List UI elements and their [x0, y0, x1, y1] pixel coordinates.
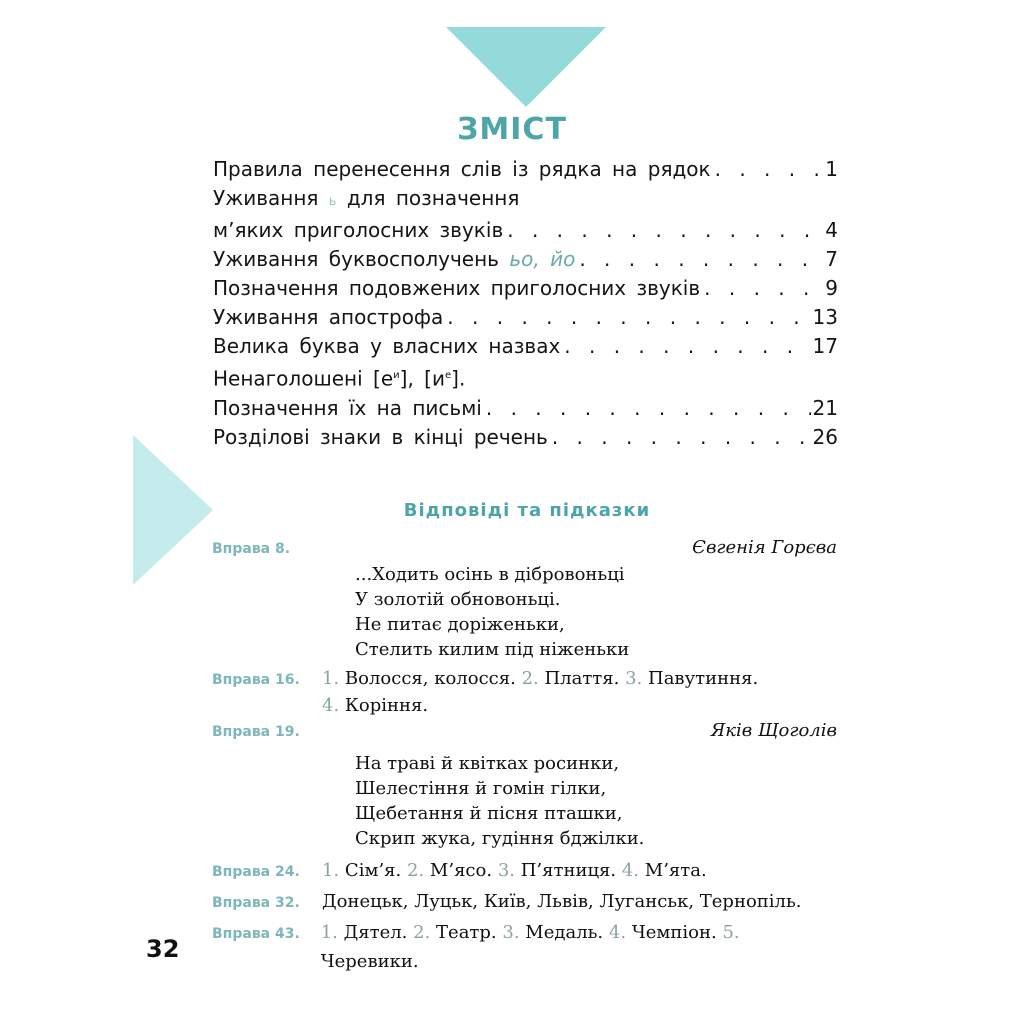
decorative-triangle-top: [446, 27, 606, 107]
toc-entry-label: [213, 361, 465, 394]
exercise-16-continued: [212, 693, 837, 718]
poem-line: Скрип жука, гудіння бджілки.: [355, 828, 645, 849]
toc-entry-label: [213, 184, 519, 216]
poem-line: На траві й квітках росинки,: [355, 753, 620, 774]
toc-entry-label: [213, 245, 575, 274]
toc-entry[interactable]: [213, 274, 838, 303]
toc-entry[interactable]: [213, 332, 838, 361]
toc-entry-page: 4: [825, 218, 838, 242]
toc-entry-label: Позначення подовжених приголосних звуків: [213, 276, 701, 300]
toc-entry-page: 21: [812, 395, 838, 420]
leader-dots: [564, 332, 810, 361]
toc-entry[interactable]: [213, 423, 838, 452]
leader-dots: [507, 216, 823, 245]
toc-entry-label-part: Ненаголошені [е: [213, 366, 394, 391]
item-number: 4.: [322, 695, 340, 716]
leader-dots: [486, 394, 811, 423]
item-text: П’ятниця.: [520, 860, 617, 881]
item-number: 3.: [497, 860, 515, 881]
item-text: М’ята.: [644, 860, 707, 881]
toc-entry-label-part: ], [и: [399, 366, 445, 391]
table-of-contents: [213, 155, 838, 452]
item-number: 1.: [322, 860, 340, 881]
exercise-label: Вправа 32.: [212, 895, 300, 911]
item-number: 3.: [502, 922, 520, 943]
item-text: Медаль.: [525, 922, 604, 943]
toc-entry-label-part: Уживання буквосполучень: [213, 247, 499, 271]
exercise-answer: [321, 918, 837, 976]
exercise-label: Вправа 8.: [212, 541, 291, 557]
toc-entry-label-part: ].: [451, 366, 466, 391]
superscript: и: [393, 370, 400, 381]
page-number: 32: [146, 935, 180, 963]
exercise-label: Вправа 16.: [212, 672, 300, 688]
item-number: 1.: [320, 922, 338, 943]
item-text: Сім’я.: [344, 860, 402, 881]
exercise-32: [212, 887, 837, 918]
letter-combo-glyph: йо: [550, 247, 576, 271]
toc-entry-page: 17: [812, 334, 838, 358]
toc-entry[interactable]: [213, 216, 838, 245]
item-number: 2.: [413, 922, 431, 943]
leader-dots: [715, 155, 824, 184]
item-text: М’ясо.: [429, 860, 493, 881]
toc-entry[interactable]: [213, 155, 838, 184]
exercise-answer: [322, 856, 837, 885]
exercise-43: [212, 918, 837, 976]
poem-line: Щебетання й пісня пташки,: [355, 803, 623, 824]
leader-dots: [579, 245, 823, 274]
toc-entry[interactable]: [213, 303, 838, 332]
toc-entry-label: Велика буква у власних назвах: [213, 334, 561, 358]
toc-entry-page: 7: [825, 247, 838, 271]
toc-entry-label-part: для позначення: [346, 186, 520, 210]
item-number: 4.: [621, 860, 640, 881]
exercise-24: [212, 856, 837, 887]
leader-dots: [704, 274, 823, 303]
exercise-16: [212, 666, 837, 693]
poem-author: Яків Щоголів: [710, 720, 837, 741]
exercise-answer: [322, 666, 837, 691]
soft-sign-glyph: ь: [328, 194, 337, 209]
answers-section: [212, 535, 837, 976]
toc-entry-page: 9: [825, 276, 838, 300]
toc-entry-page: 13: [812, 305, 838, 329]
toc-entry-label: Позначення їх на письмі: [213, 395, 482, 420]
toc-entry[interactable]: [213, 184, 838, 216]
exercise-answer: Донецьк, Луцьк, Київ, Львів, Луганськ, Тернопіль.: [322, 891, 802, 912]
exercise-label: Вправа 24.: [212, 864, 300, 880]
item-text: Коріння.: [344, 695, 429, 716]
item-text: Дятел.: [343, 922, 408, 943]
item-text: Волосся, колосся.: [344, 668, 516, 689]
toc-entry[interactable]: [213, 394, 838, 423]
letter-combo-glyph: ьо,: [509, 247, 540, 271]
poem-line: ...Ходить осінь в дібровоньці: [355, 564, 625, 585]
answers-section-title: Відповіді та підказки: [403, 500, 651, 521]
exercise-19: [212, 718, 837, 745]
exercise-label: Вправа 19.: [212, 724, 300, 740]
toc-title: ЗМІСТ: [457, 112, 567, 147]
toc-entry-page: 1: [825, 157, 838, 181]
item-number: 2.: [407, 860, 425, 881]
leader-dots: [447, 303, 810, 332]
item-number: 1.: [322, 668, 340, 689]
exercise-8: [212, 535, 837, 562]
toc-entry-label: Розділові знаки в кінці речень: [213, 424, 548, 449]
toc-entry-label: Уживання апострофа: [213, 305, 444, 329]
item-text: Театр.: [436, 922, 497, 943]
superscript: е: [444, 370, 452, 381]
leader-dots: [552, 423, 811, 452]
toc-entry[interactable]: [213, 361, 838, 394]
poem-line: У золотій обновоньці.: [355, 589, 561, 610]
toc-entry-label-part: Уживання: [213, 186, 319, 210]
poem-line: Не питає доріженьки,: [355, 614, 565, 635]
toc-entry-label: Правила перенесення слів із рядка на рядок: [213, 157, 711, 181]
exercise-answer: [322, 693, 837, 718]
item-text: Чемпіон.: [631, 922, 717, 943]
item-number: 5.: [722, 922, 740, 943]
item-text: Плаття.: [544, 668, 620, 689]
poem: [355, 751, 837, 851]
toc-entry[interactable]: [213, 245, 838, 274]
poem-author: Євгенія Горєва: [692, 537, 837, 558]
exercise-label: Вправа 43.: [212, 926, 300, 942]
poem-line: Стелить килим під ніженьки: [355, 639, 630, 660]
toc-entry-label: м’яких приголосних звуків: [213, 218, 504, 242]
poem: [355, 562, 837, 662]
toc-entry-page: 26: [812, 424, 838, 449]
item-number: 3.: [625, 668, 643, 689]
item-number: 2.: [521, 668, 539, 689]
poem-line: Шелестіння й гомін гілки,: [355, 778, 607, 799]
item-text: Павутиння.: [648, 668, 759, 689]
item-text: Черевики.: [320, 951, 419, 972]
item-number: 4.: [608, 922, 627, 943]
